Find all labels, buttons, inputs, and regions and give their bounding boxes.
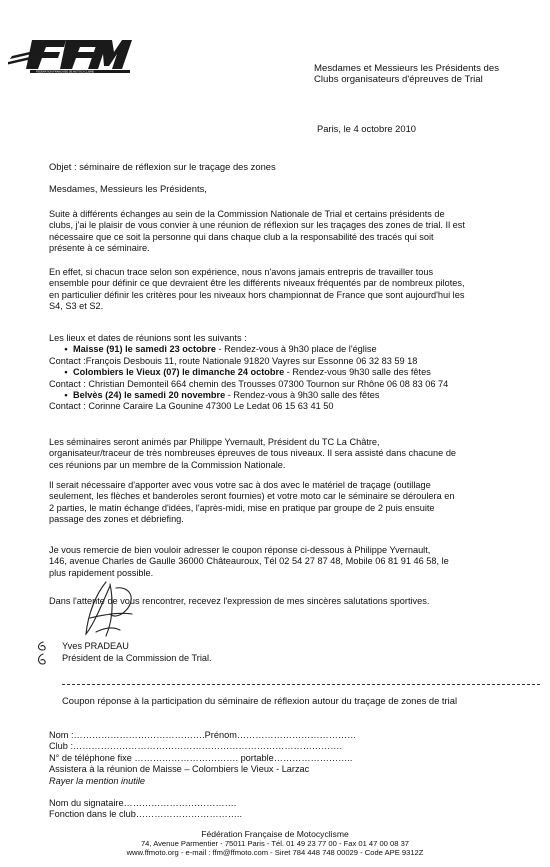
paragraph-equipment [49,480,540,526]
meeting-list-intro: Les lieux et dates de réunions sont les suivants : [49,333,247,343]
paragraph-line: clubs, j'ai le plaisir de vous convier à une réunion de réflexion sur les traçages des zones de trial. Il est [49,220,465,231]
paragraph-intro [49,209,540,255]
meeting-place-date: Colombiers le Vieux (07) le dimanche 24 octobre [73,367,285,378]
meeting-details: - Rendez-vous à 9h30 place de l'église [215,344,377,355]
letter-subject: Objet : séminaire de réflexion sur le traçage des zones [49,161,276,172]
coupon-instruction: Rayer la mention inutile [49,775,146,786]
meeting-item [49,344,540,355]
handwritten-signature [76,574,156,644]
paragraph-line: passage des zones et débriefing. [49,514,184,525]
coupon-signatory-line: Nom du signataire………………………………. [49,798,237,809]
logo-subtext: FEDERATION FRANCAISE DE MOTOCYCLISME [36,70,95,74]
signatory-title: Président de la Commission de Trial. [62,653,212,663]
ffm-logo [8,36,132,74]
meeting-contact: Contact :François Desbouis 11, route Nationale 91820 Vayres sur Essonne 06 32 83 59 18 [49,355,418,366]
coupon-cut-line [62,684,540,685]
paragraph-line: Je vous remercie de bien vouloir adresser le coupon réponse ci-dessous à Philippe Yvernault, [49,545,431,555]
paragraph-line: nécessaire que ce soit la personne qui dans chaque club a la responsabilité des tracés qui soit [49,231,434,242]
paragraph-context [49,267,540,313]
paragraph-line: en particulier définir les critères pour les niveaux hors championnat de France que sont aujourd'hui les [49,289,465,300]
addressee-line: Mesdames et Messieurs les Présidents des [314,63,500,74]
paragraph-line: Les séminaires seront animés par Philippe Yvernault, Président du TC La Châtre, [49,437,380,447]
meeting-contact: Contact : Christian Demonteil 664 chemin des Trousses 07300 Tournon sur Rhône 06 08 83 06 74 [49,378,449,389]
meeting-place-date: Belvès (24) le samedi 20 novembre [73,390,226,401]
coupon-club-line: Club :……………………………………………………………………………. [49,741,342,752]
paragraph-animators [49,437,540,471]
meeting-place-date: Maisse (91) le samedi 23 octobre [73,344,216,355]
handwritten-initial [33,640,49,668]
paragraph-line: Il serait nécessaire d'apporter avec vous votre sac à dos avec le matériel de traçage (outillage [49,480,431,490]
footer-contact: www.ffmoto.org - e-mail : ffm@ffmoto.com - Siret 784 448 748 00029 - Code APE 9312Z [126,848,424,858]
meeting-item [49,390,540,401]
signatory-name: Yves PRADEAU [62,641,129,651]
paragraph-line: ces réunions par un membre de la Commission Nationale. [49,459,286,470]
coupon-function-line: Fonction dans le club…………………………….. [49,809,242,820]
coupon-title: Coupon réponse à la participation du séminaire de réflexion autour du traçage de zones de trial [62,695,458,706]
letter-footer [0,830,550,858]
meeting-details: - Rendez-vous à 9h30 salle des fêtes [225,390,380,401]
meeting-details: - Rendez-vous 9h30 salle des fêtes [284,367,431,378]
coupon-spacer [49,787,449,798]
coupon-form [49,730,449,821]
paragraph-line: organisateur/traceur de très nombreuses épreuves de tous niveaux. Il sera assisté dans chacune de [49,448,457,459]
addressee-block [314,63,544,86]
paragraph-line: ensemble pour définir ce que devraient être les différents niveaux fréquentés par de nombreux pilotes, [49,278,465,289]
bullet-icon: • [64,367,68,378]
letter-date: Paris, le 4 octobre 2010 [317,123,417,134]
paragraph-line: En effet, si chacun trace selon son expérience, nous n'avons jamais entrepris de travailler tous [49,267,434,277]
meeting-contact: Contact : Corinne Caraire La Gounine 47300 Le Ledat 06 15 63 41 50 [49,401,334,412]
coupon-attendance-line: Assistera à la réunion de Maisse – Colombiers le Vieux - Larzac [49,764,310,775]
footer-address: 74, Avenue Parmentier - 75011 Paris - Tél. 01 49 23 77 00 - Fax 01 47 00 08 37 [140,839,410,849]
letter-closing: Dans l'attente de vous rencontrer, recevez l'expression de mes sincères salutations sportives. [49,596,430,606]
addressee-line: Clubs organisateurs d'épreuves de Trial [314,74,483,86]
letter-salutation: Mesdames, Messieurs les Présidents, [49,183,207,194]
meeting-list [49,333,540,413]
paragraph-line: S4, S3 et S2. [49,301,104,312]
paragraph-line: présente à ce séminaire. [49,243,150,254]
bullet-icon: • [64,390,68,401]
bullet-icon: • [64,344,68,355]
paragraph-line: plus rapidement possible. [49,567,154,578]
paragraph-line: 146, avenue Charles de Gaulle 36000 Châteauroux, Tél 02 54 27 87 48, Mobile 06 81 91 46 58, le [49,556,449,567]
paragraph-line: seulement, les flèches et banderoles seront fournies) et votre moto car le séminaire se déroulera en [49,491,455,502]
paragraph-line: 2 parties, le matin échange d'idées, l'après-midi, mise en pratique par groupe de 2 puis ensuite [49,502,435,513]
footer-organization: Fédération Française de Motocyclisme [201,829,349,839]
coupon-phone-line: N° de téléphone fixe ……………………………. portable…………………….. [49,752,353,763]
coupon-name-line: Nom :…………………………………….Prénom………………………………… [49,730,357,740]
paragraph-line: Suite à différents échanges au sein de la Commission Nationale de Trial et certains présidents de [49,209,445,219]
meeting-item [49,367,540,378]
